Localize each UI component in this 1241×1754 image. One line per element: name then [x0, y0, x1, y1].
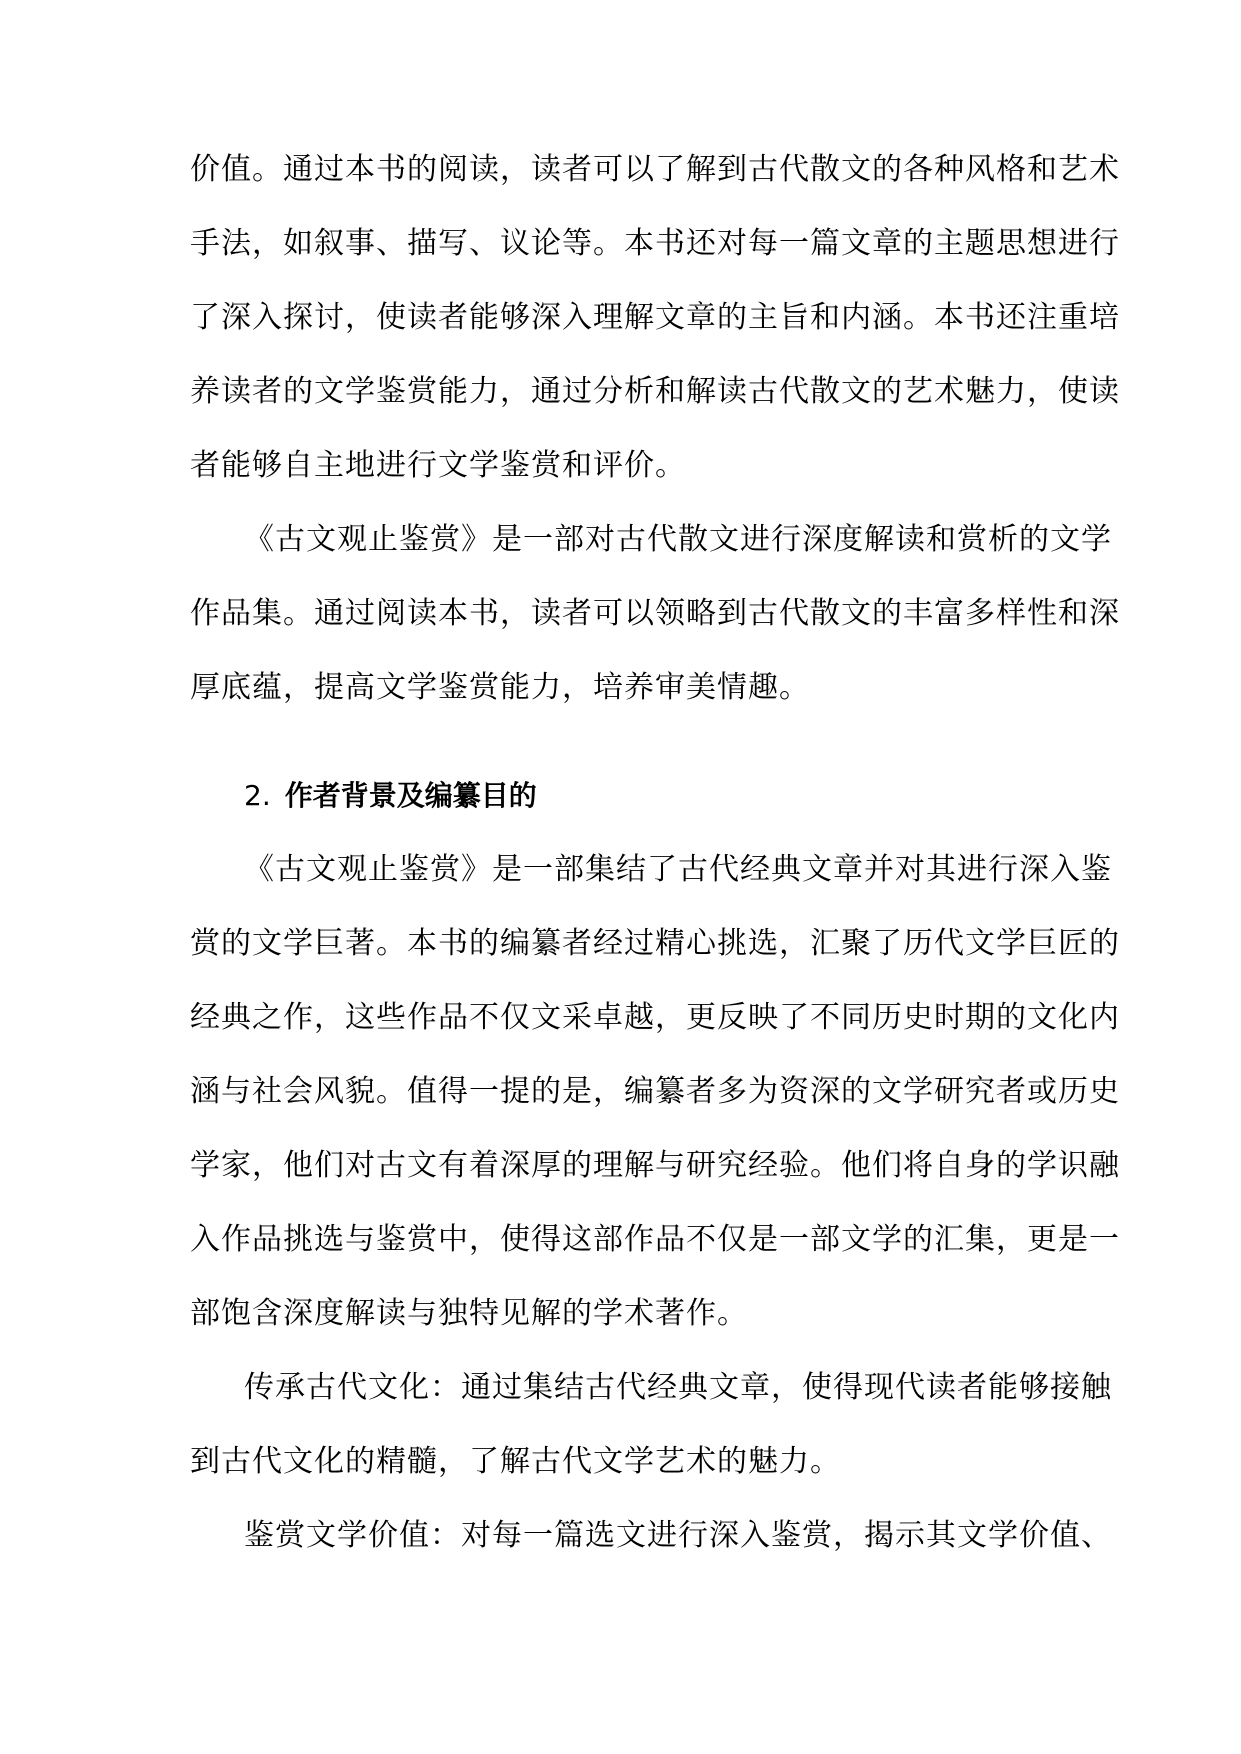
paragraph-2-line: 作品集。通过阅读本书，读者可以领略到古代散文的丰富多样性和深	[190, 596, 1120, 631]
paragraph-5-line: 鉴赏文学价值：对每一篇选文进行深入鉴赏，揭示其文学价值、	[244, 1518, 1112, 1553]
paragraph-4-line: 传承古代文化：通过集结古代经典文章，使得现代读者能够接触	[244, 1370, 1112, 1405]
section-number: 2.	[244, 779, 271, 812]
paragraph-1-line: 了深入探讨，使读者能够深入理解文章的主旨和内涵。本书还注重培	[190, 300, 1120, 335]
section-title: 作者背景及编纂目的	[284, 779, 537, 812]
paragraph-3-line: 涵与社会风貌。值得一提的是，编纂者多为资深的文学研究者或历史	[190, 1074, 1120, 1109]
paragraph-2-line: 厚底蕴，提高文学鉴赏能力，培养审美情趣。	[190, 670, 810, 705]
paragraph-1-line: 价值。通过本书的阅读，读者可以了解到古代散文的各种风格和艺术	[190, 152, 1120, 187]
section-heading	[244, 776, 537, 816]
paragraph-3-line: 赏的文学巨著。本书的编纂者经过精心挑选，汇聚了历代文学巨匠的	[190, 926, 1120, 961]
paragraph-3-line: 入作品挑选与鉴赏中，使得这部作品不仅是一部文学的汇集，更是一	[190, 1222, 1120, 1257]
paragraph-4-line: 到古代文化的精髓，了解古代文学艺术的魅力。	[190, 1444, 841, 1479]
paragraph-1-line: 者能够自主地进行文学鉴赏和评价。	[190, 448, 686, 483]
paragraph-3-line: 经典之作，这些作品不仅文采卓越，更反映了不同历史时期的文化内	[190, 1000, 1120, 1035]
paragraph-3-line: 学家，他们对古文有着深厚的理解与研究经验。他们将自身的学识融	[190, 1148, 1120, 1183]
paragraph-3-line: 《古文观止鉴赏》是一部集结了古代经典文章并对其进行深入鉴	[244, 852, 1112, 887]
paragraph-3-line: 部饱含深度解读与独特见解的学术著作。	[190, 1296, 748, 1331]
paragraph-1-line: 养读者的文学鉴赏能力，通过分析和解读古代散文的艺术魅力，使读	[190, 374, 1120, 409]
paragraph-2-line: 《古文观止鉴赏》是一部对古代散文进行深度解读和赏析的文学	[244, 522, 1112, 557]
paragraph-1-line: 手法，如叙事、描写、议论等。本书还对每一篇文章的主题思想进行	[190, 226, 1120, 261]
